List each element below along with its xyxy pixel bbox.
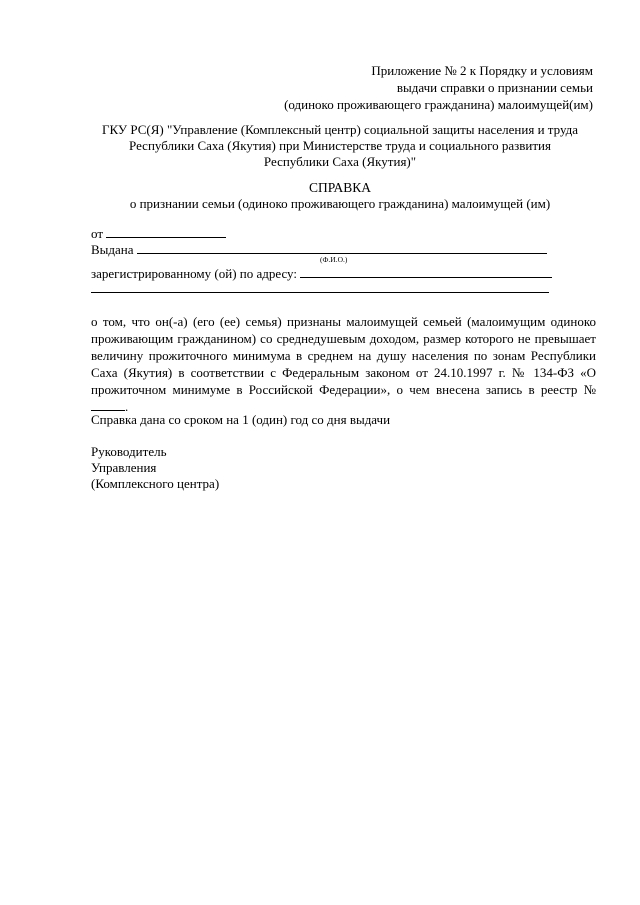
appendix-line-3: (одиноко проживающего гражданина) малоимущей(им) xyxy=(284,97,593,112)
signature-line-3: (Комплексного центра) xyxy=(91,476,220,491)
appendix-line-2: выдачи справки о признании семьи xyxy=(396,80,593,95)
address-blank-line[interactable] xyxy=(300,265,552,278)
document-subtitle: о признании семьи (одиноко проживающего гражданина) малоимущей (им) xyxy=(129,196,551,211)
certificate-body xyxy=(91,313,596,415)
registry-number-blank[interactable] xyxy=(91,399,125,411)
certificate-body-end: . xyxy=(125,399,129,414)
date-row xyxy=(91,225,226,242)
fio-caption: (Ф.И.О.) xyxy=(320,255,348,264)
issued-to-label: Выдана xyxy=(91,242,134,257)
address-continuation-line[interactable] xyxy=(91,292,549,293)
organization-line-1: ГКУ РС(Я) "Управление (Комплексный центр) социальной защиты населения и труда xyxy=(101,122,579,137)
signature-block xyxy=(91,444,219,492)
certificate-body-text: о том, что он(-а) (его (ее) семья) признаны малоимущей семьей (малоимущим одиноко проживающим гражданином) со среднедушевым доходом, размер которого не превышает величину прожиточного минимума в среднем на душу населения по зонам Республики Саха (Якутия) в соответствии с Федеральным законом от 24.10.1997 г. № 134-ФЗ «О прожиточном минимуме в Российской Федерации», о чем внесена запись в реестр № xyxy=(91,314,596,397)
issued-to-row xyxy=(91,241,547,258)
address-row xyxy=(91,265,552,282)
organization-line-2: Республики Саха (Якутия) при Министерстве труда и социального развития xyxy=(129,138,551,153)
organization-header xyxy=(70,122,610,170)
date-label: от xyxy=(91,226,104,241)
appendix-line-1: Приложение № 2 к Порядку и условиям xyxy=(371,63,593,78)
signature-line-2: Управления xyxy=(91,460,157,475)
organization-line-3: Республики Саха (Якутия)" xyxy=(263,154,417,169)
address-label: зарегистрированному (ой) по адресу: xyxy=(91,266,298,281)
date-blank-line[interactable] xyxy=(106,225,226,238)
issued-to-blank-line[interactable] xyxy=(137,241,547,254)
document-title: СПРАВКА xyxy=(308,180,372,195)
signature-line-1: Руководитель xyxy=(91,444,167,459)
validity-statement: Справка дана со сроком на 1 (один) год со дня выдачи xyxy=(91,412,391,427)
appendix-note xyxy=(233,62,593,113)
